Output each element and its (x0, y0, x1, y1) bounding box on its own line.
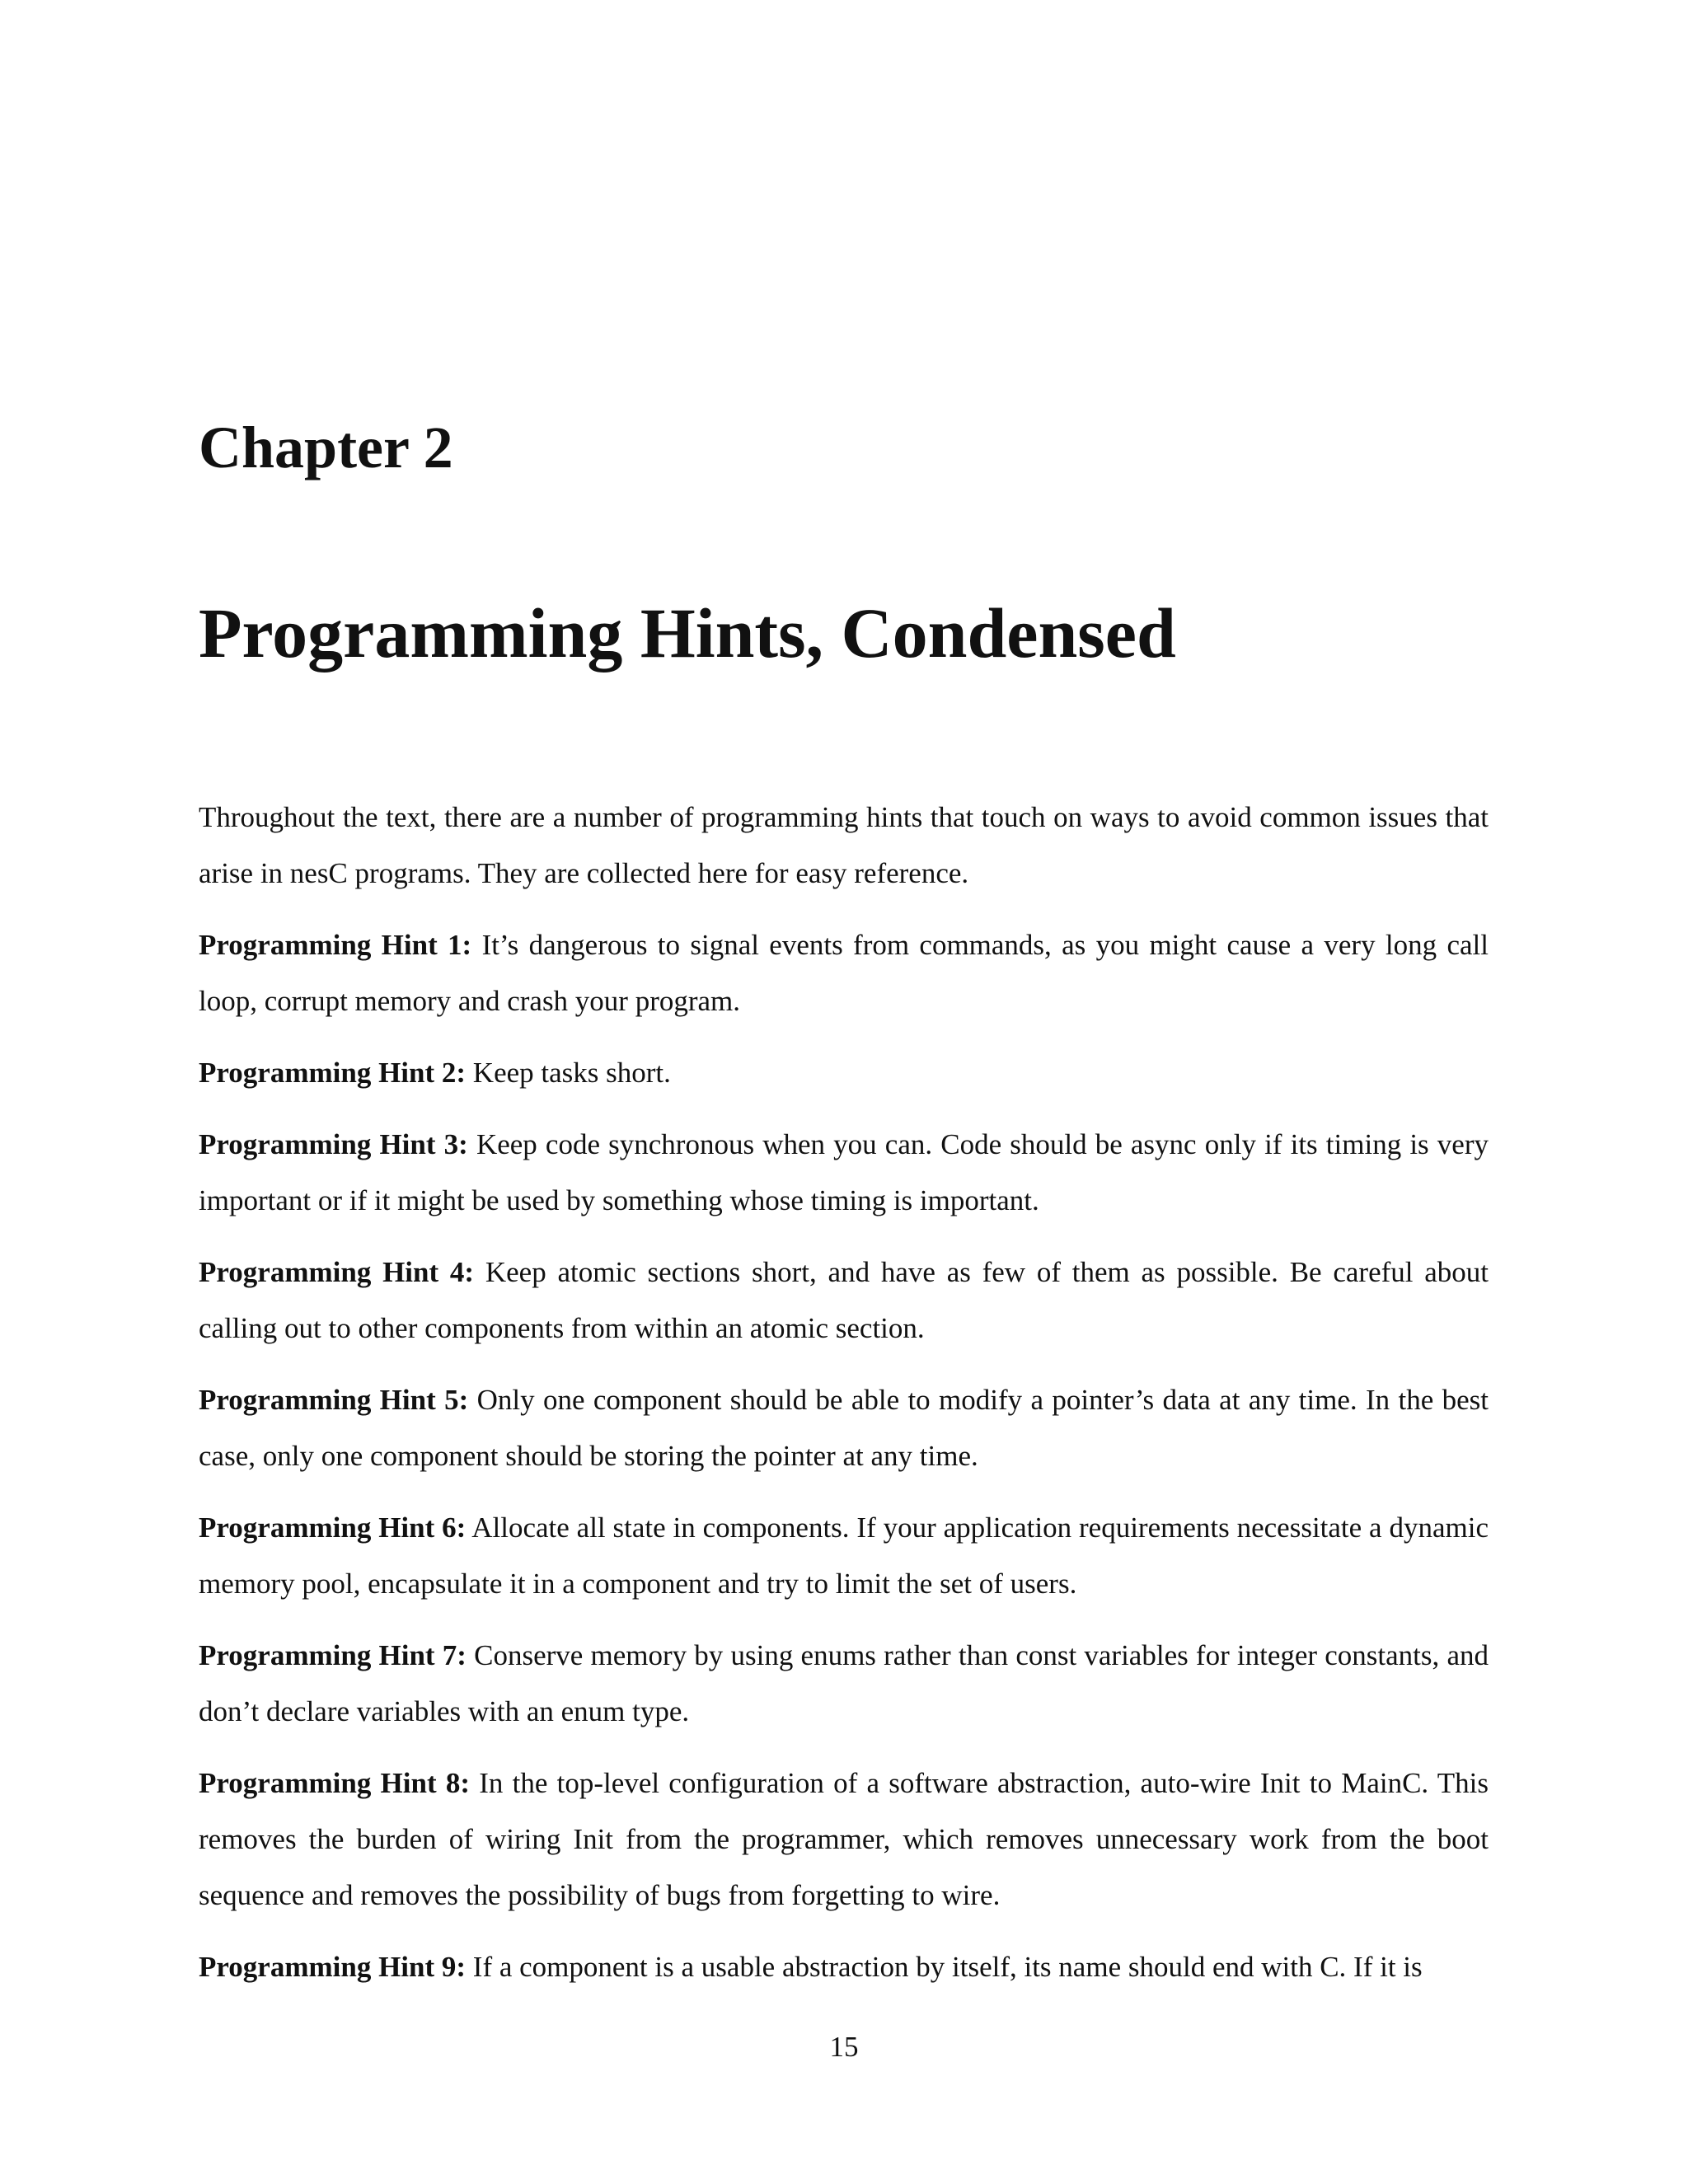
hint-paragraph-1 (199, 917, 1489, 1029)
page-number: 15 (829, 2031, 859, 2063)
chapter-title: Programming Hints, Condensed (199, 593, 1176, 673)
hint-paragraph-6 (199, 1500, 1489, 1612)
body-text (199, 790, 1489, 2011)
hint-paragraph-3 (199, 1117, 1489, 1229)
chapter-label: Chapter 2 (199, 415, 453, 480)
hint-text: Keep tasks short. (472, 1057, 671, 1089)
hint-text: Conserve memory by using enums rather than const variables for integer constants, and don’t declare variables with an enum type. (199, 1639, 1489, 1727)
hint-label: Programming Hint 7: (199, 1639, 467, 1671)
hint-paragraph-8 (199, 1755, 1489, 1924)
hint-text: If a component is a usable abstraction by itself, its name should end with C. If it is (472, 1951, 1423, 1983)
intro-paragraph: Throughout the text, there are a number of programming hints that touch on ways to avoid common issues that arise in nesC programs. They are collected here for easy reference. (199, 801, 1489, 889)
hint-paragraph-5 (199, 1372, 1489, 1484)
hint-label: Programming Hint 5: (199, 1384, 469, 1416)
hint-paragraph-7 (199, 1628, 1489, 1740)
hint-text: Keep code synchronous when you can. Code should be async only if its timing is very important or if it might be used by something whose timing is important. (199, 1128, 1489, 1216)
hint-text: It’s dangerous to signal events from commands, as you might cause a very long call loop, corrupt memory and crash your program. (199, 929, 1489, 1017)
hint-paragraph-4 (199, 1244, 1489, 1357)
hint-label: Programming Hint 8: (199, 1767, 471, 1799)
hint-text: In the top-level configuration of a software abstraction, auto-wire Init to MainC. This removes the burden of wiring Init from the programmer, which removes unnecessary work from the boot sequence and removes the possibility of bugs from forgetting to wire. (199, 1767, 1489, 1911)
hint-label: Programming Hint 9: (199, 1951, 467, 1983)
hint-label: Programming Hint 2: (199, 1057, 467, 1089)
hint-text: Allocate all state in components. If your application requirements necessitate a dynamic memory pool, encapsulate it in a component and try to limit the set of users. (199, 1511, 1489, 1600)
hint-text: Only one component should be able to modify a pointer’s data at any time. In the best case, only one component should be storing the pointer at any time. (199, 1384, 1489, 1472)
hint-label: Programming Hint 1: (199, 929, 472, 961)
hint-paragraph-2 (199, 1045, 1489, 1101)
hint-label: Programming Hint 3: (199, 1128, 468, 1160)
hint-label: Programming Hint 6: (199, 1511, 467, 1544)
hint-text: Keep atomic sections short, and have as few of them as possible. Be careful about calling out to other components from within an atomic section. (199, 1256, 1489, 1344)
hint-label: Programming Hint 4: (199, 1256, 475, 1288)
hint-paragraph-9 (199, 1939, 1489, 1995)
